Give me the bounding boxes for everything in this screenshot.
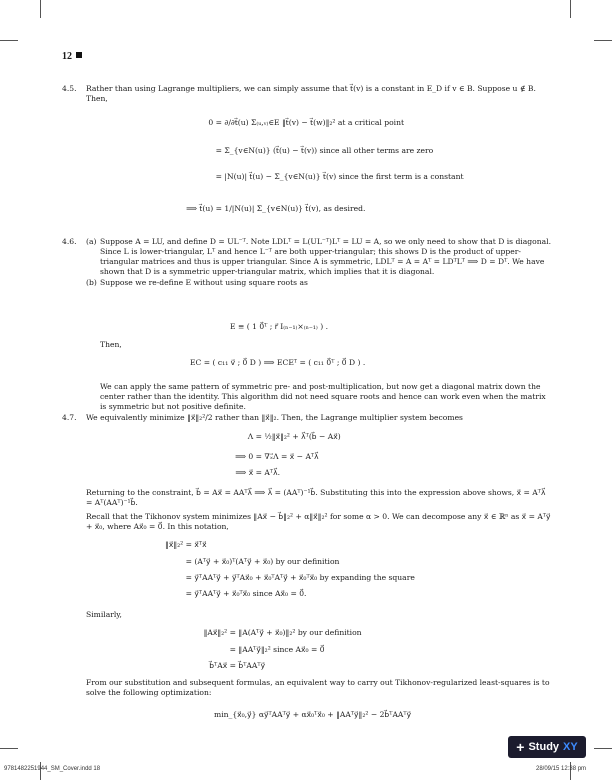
brand-name-a: Study	[528, 740, 560, 753]
equation-line: ‖Ax⃗‖₂² = ‖A(Aᵀy⃗ + x⃗₀)‖₂² by our definition	[203, 628, 362, 637]
final-optimization: min_{x⃗₀,y⃗} αy⃗ᵀAAᵀy⃗ + αx⃗₀ᵀx⃗₀ + ‖AAᵀy⃗‖₂² − 2b⃗ᵀAAᵀy⃗	[214, 710, 412, 719]
crop-mark	[594, 748, 612, 749]
equation-line: ⟹ t⃗(u) = 1/|N(u)| Σ_{v∈N(u)} t⃗(v), as desired.	[186, 204, 366, 213]
part-label: (b)	[86, 278, 97, 288]
equation-line: = ‖AAᵀy⃗‖₂² since Ax⃗₀ = 0⃗	[229, 645, 325, 654]
crop-mark	[40, 0, 41, 18]
equation-line: = (Aᵀy⃗ + x⃗₀)ᵀ(Aᵀy⃗ + x⃗₀) by our definition	[185, 557, 340, 566]
page-number: 12	[62, 51, 72, 62]
equation-line: = y⃗ᵀAAᵀy⃗ + y⃗ᵀAx⃗₀ + x⃗₀ᵀAᵀy⃗ + x⃗₀ᵀx⃗₀ by expanding the square	[185, 573, 415, 582]
crop-mark	[594, 40, 612, 41]
equation-line: = y⃗ᵀAAᵀy⃗ + x⃗₀ᵀx⃗₀ since Ax⃗₀ = 0⃗.	[185, 589, 307, 598]
problem-intro: Rather than using Lagrange multipliers, we can simply assume that t⃗(v) is a constant in E_D if v ∈ B. Suppose u ∉ B. Then,	[86, 84, 536, 103]
similarly-label: Similarly,	[86, 610, 122, 619]
equation-line: Λ = ½‖x⃗‖₂² + λ⃗ᵀ(b⃗ − Ax⃗)	[247, 432, 341, 441]
equation-line: = |N(u)| t⃗(u) − Σ_{v∈N(u)} t⃗(v) since the first term is a constant	[215, 172, 464, 181]
part-b-continued: We can apply the same pattern of symmetric pre- and post-multiplication, but now get a diagonal matrix down the center rather than the identity. This algorithm did not need square roots and hence can work even when the matrix is symmetric but not positive definite.	[100, 382, 546, 411]
problem-label: 4.5.	[62, 84, 77, 93]
part-label: (a)	[86, 237, 97, 246]
crop-mark	[570, 0, 571, 18]
studyxy-logo	[508, 736, 586, 758]
problem-label: 4.7.	[62, 413, 77, 422]
then-label: Then,	[100, 340, 122, 349]
part-text: Suppose A = LU, and define D = UL⁻ᵀ. Note LDLᵀ = L(UL⁻ᵀ)Lᵀ = LU = A, so we only need to show that D is diagonal. Since L is lower-triangular, Lᵀ and hence L⁻ᵀ are both upper-triangular; this shows D is the product of upper-triangular matrices and thus is upper triangular. Since A is symmetric, LDLᵀ = A = Aᵀ = LDᵀLᵀ ⟹ D = Dᵀ. We have shown that D is a symmetric upper-triangular matrix, which implies that it is diagonal.	[100, 237, 552, 276]
problem-4-6	[62, 237, 552, 288]
part-text: Suppose we re-define E without using square roots as	[100, 278, 308, 288]
equation-line: b⃗ᵀAx⃗ = b⃗ᵀAAᵀy⃗	[209, 661, 266, 670]
crop-mark	[0, 40, 18, 41]
square-icon	[76, 52, 82, 58]
plus-icon: +	[516, 738, 525, 755]
equation-line: 0 = ∂/∂t⃗(u) Σ₍ᵤ,ᵥ₎∈E ‖t⃗(v) − t⃗(w)‖₂² at a critical point	[208, 118, 405, 127]
problem-label: 4.6.	[62, 237, 77, 246]
problem-intro: We equivalently minimize ‖x⃗‖₂²/2 rather than ‖x⃗‖₂. Then, the Lagrange multiplier system becomes	[86, 413, 463, 422]
problem-4-7	[62, 413, 552, 423]
crop-mark	[0, 748, 18, 749]
equation-line: E ≡ ( 1 0⃗ᵀ ; r⃗ I₍ₙ₋₁₎×₍ₙ₋₁₎ ) .	[230, 322, 328, 331]
brand-name-b: XY	[563, 740, 578, 753]
equation-line: ⟹ 0 = ∇ₓ⃗Λ = x⃗ − Aᵀλ⃗	[235, 452, 319, 461]
footer-left: 9781482251944_SM_Cover.indd 18	[4, 766, 101, 772]
page-header	[62, 50, 82, 63]
equation-line: ‖x⃗‖₂² = x⃗ᵀx⃗	[165, 540, 207, 549]
paragraph: Recall that the Tikhonov system minimizes ‖Ax⃗ − b⃗‖₂² + α‖x⃗‖₂² for some α > 0. We can decompose any x⃗ ∈ ℝⁿ as x⃗ = Aᵀy⃗ + x⃗₀, where Ax⃗₀ = 0⃗. In this notation,	[86, 512, 551, 531]
part-b	[86, 278, 552, 288]
equation-line: EC = ( c₁₁ v⃗ ; 0⃗ D ) ⟹ ECEᵀ = ( c₁₁ 0⃗ᵀ ; 0⃗ D ) .	[190, 358, 366, 367]
equation-line: = Σ_{v∈N(u)} (t⃗(u) − t⃗(v)) since all other terms are zero	[215, 146, 434, 155]
equation-line: ⟹ x⃗ = Aᵀλ⃗.	[235, 468, 281, 477]
part-a	[86, 237, 552, 276]
problem-4-5	[62, 84, 552, 104]
paragraph: From our substitution and subsequent formulas, an equivalent way to carry out Tikhonov-regularized least-squares is to solve the following optimization:	[86, 678, 550, 697]
paragraph: Returning to the constraint, b⃗ = Ax⃗ = AAᵀλ⃗ ⟹ λ⃗ = (AAᵀ)⁻¹b⃗. Substituting this into the expression above shows, x⃗ = Aᵀλ⃗ = Aᵀ(AAᵀ)⁻¹b⃗.	[86, 488, 546, 507]
footer-right: 28/09/15 12:38 pm	[536, 766, 587, 772]
